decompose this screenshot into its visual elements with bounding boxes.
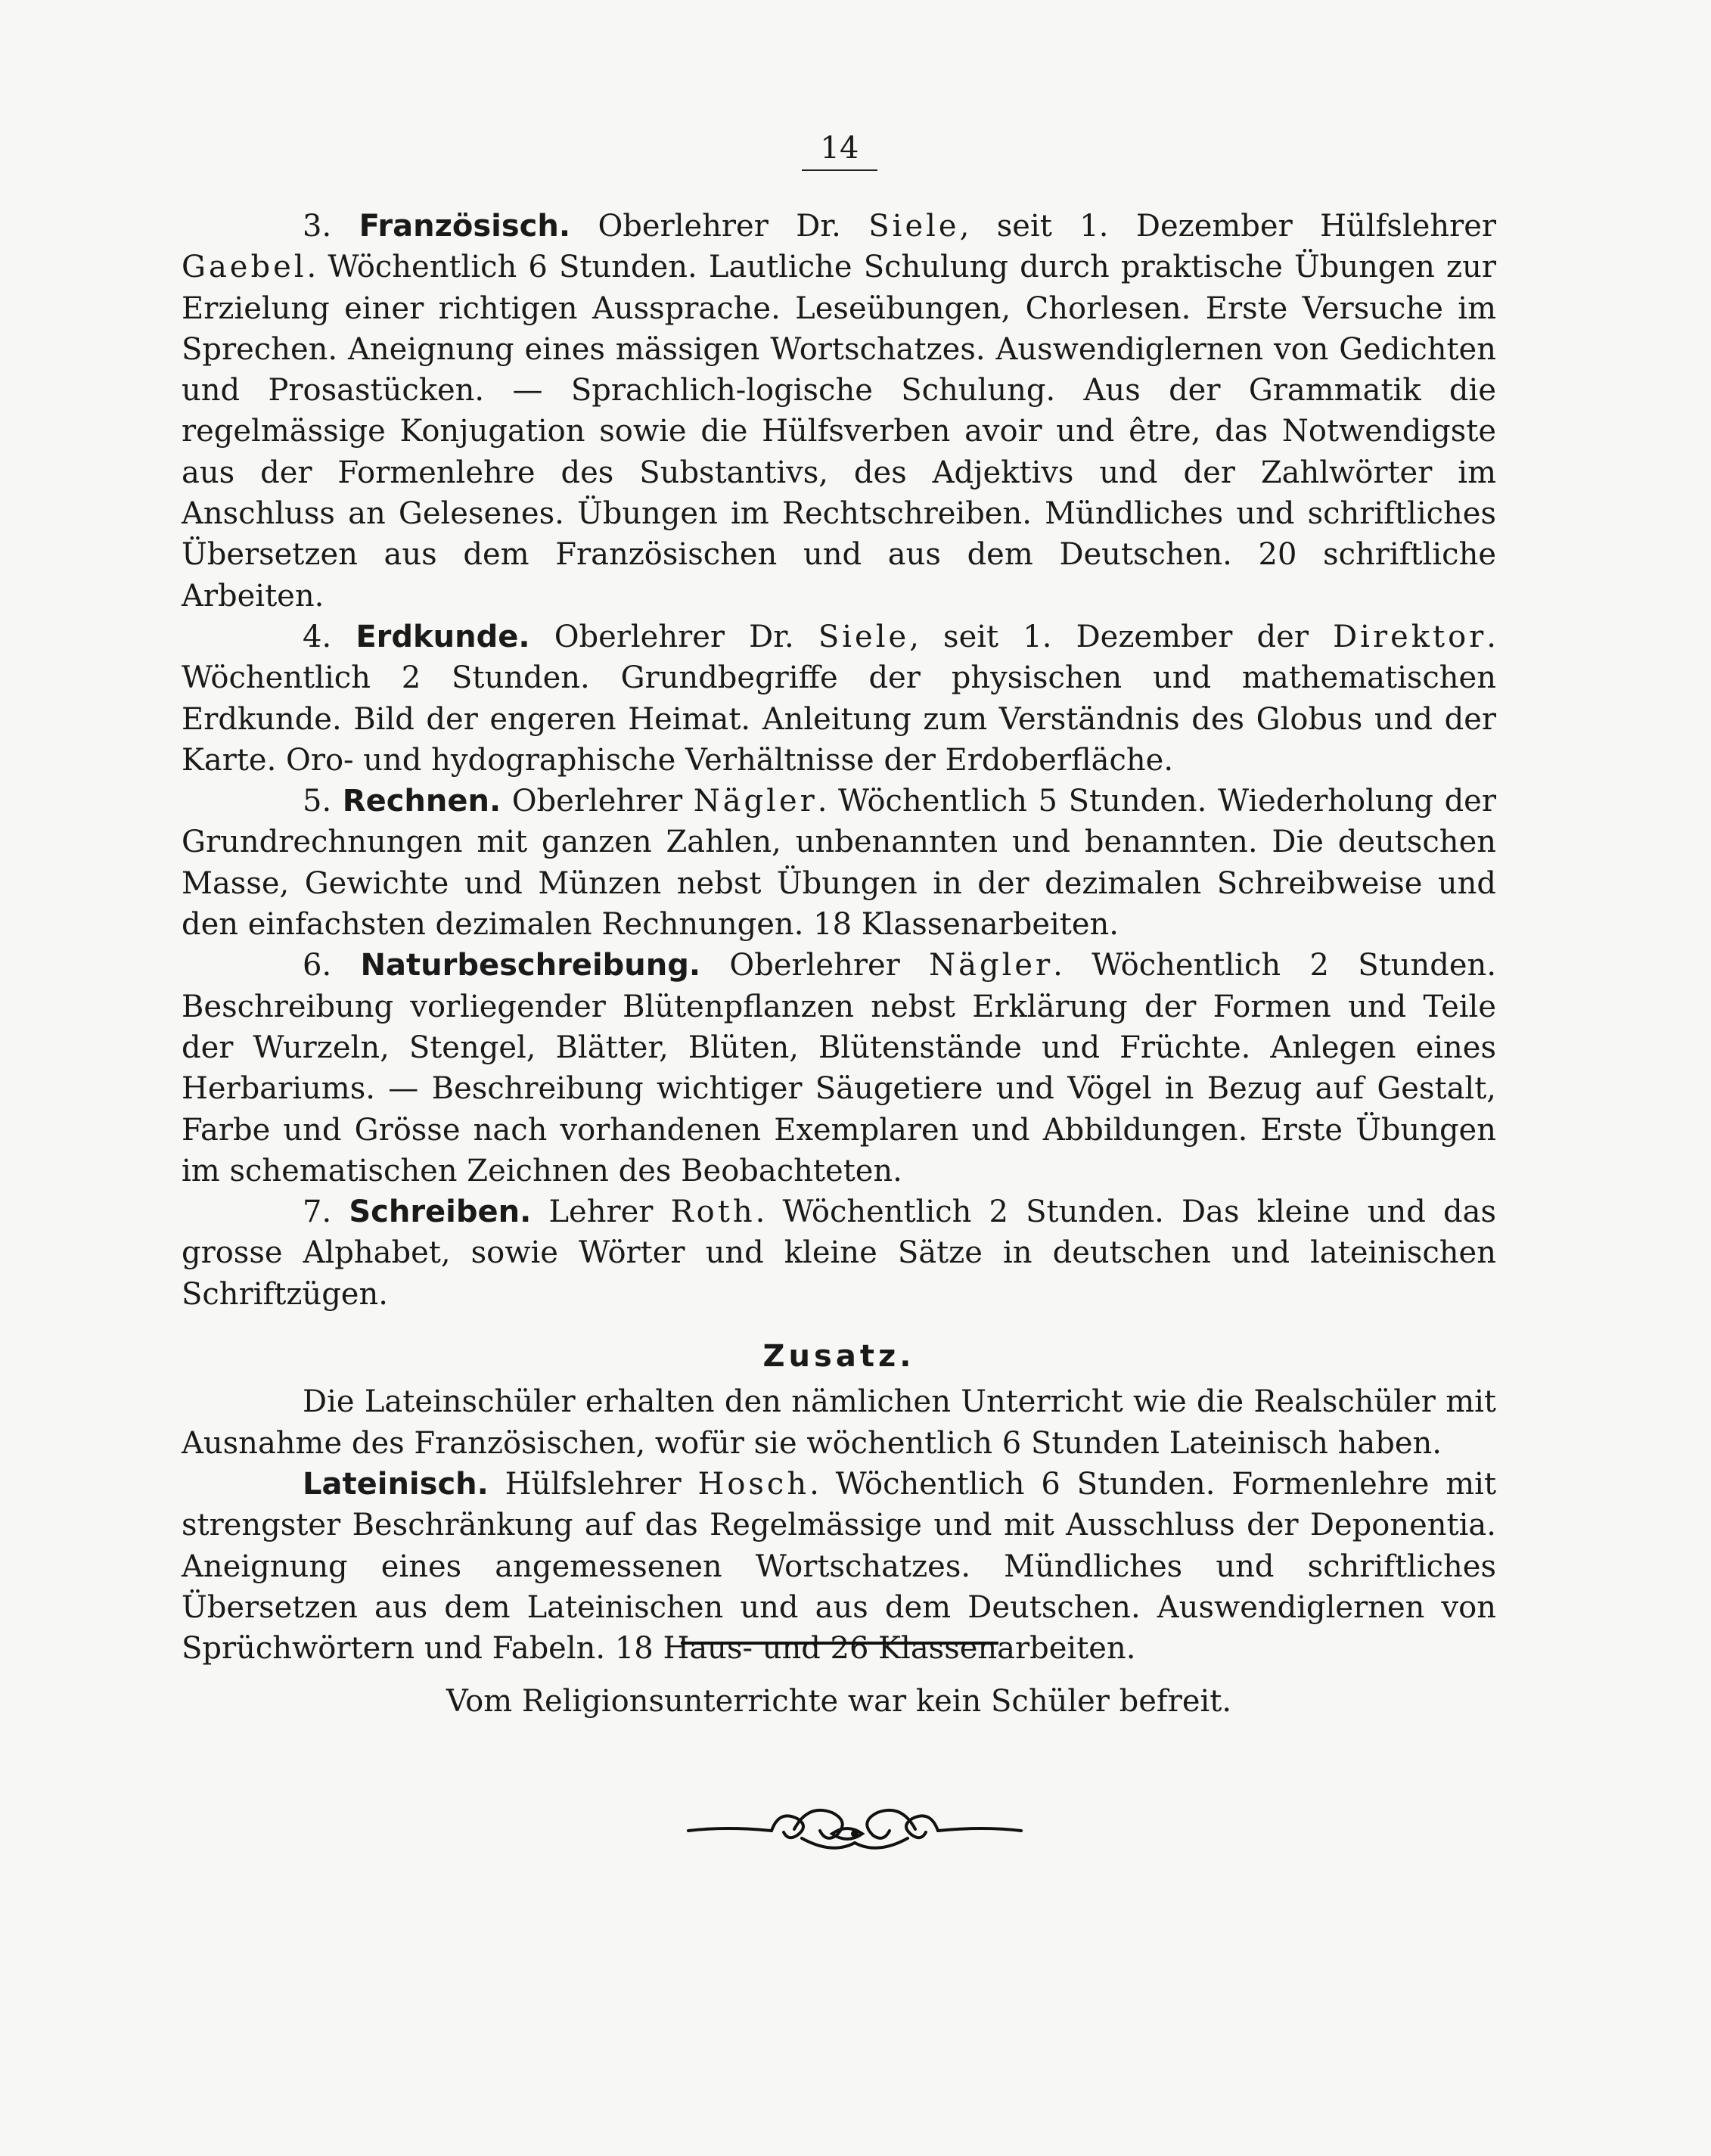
section-body: . Wöchentlich 2 Stunden. Grundbegriffe der physischen und mathematischen Erdkunde. Bild der engeren Heimat. Anleitung zum Verständnis des Globus und der Karte. Oro- und hydographische Verhältnisse der Erdoberfläche. bbox=[182, 619, 1496, 778]
section-body: . Wöchentlich 2 Stunden. Beschreibung vorliegender Blütenpflanzen nebst Erklärung der Formen und Teile der Wurzeln, Stengel, Blätter, Blüten, Blütenstände und Früchte. Anlegen eines Herbariums. — Beschreibung wichtiger Säugetiere und Vögel in Bezug auf Gestalt, Farbe und Grösse nach vorhandenen Exemplaren und Abbildungen. Erste Übungen im schematischen Zeichnen des Beobachteten. bbox=[182, 948, 1497, 1188]
section-rechnen bbox=[182, 781, 1496, 945]
section-body: . Wöchentlich 5 Stunden. Wiederholung der Grundrechnungen mit ganzen Zahlen, unbenannten und benannten. Die deutschen Masse, Gewichte und Münzen nebst Übungen in der dezimalen Schreibweise und den einfachsten dezimalen Rechnungen. 18 Klassenarbeiten. bbox=[182, 784, 1496, 943]
section-number: 4. bbox=[303, 619, 332, 654]
zusatz-intro: Die Lateinschüler erhalten den nämlichen Unterricht wie die Realschüler mit Ausnahme des Französischen, wofür sie wöchentlich 6 Stunden Lateinisch haben. bbox=[182, 1384, 1496, 1461]
teacher-prefix: Hülfslehrer bbox=[505, 1466, 682, 1502]
closing-note: Vom Religionsunterrichte war kein Schüler befreit. bbox=[446, 1684, 1232, 1719]
teacher-name: Siele bbox=[818, 619, 910, 654]
teacher-prefix: Oberlehrer Dr. bbox=[598, 209, 841, 244]
teacher-name: Hosch bbox=[697, 1466, 810, 1502]
section-number: 3. bbox=[303, 209, 332, 244]
body-text bbox=[182, 206, 1496, 1669]
flourish-ornament-icon bbox=[681, 1799, 1029, 1859]
teacher-name: Nägler bbox=[929, 948, 1054, 983]
page-number: 14 bbox=[802, 127, 877, 171]
section-lateinisch bbox=[182, 1464, 1496, 1669]
teacher-name: Siele bbox=[868, 209, 960, 244]
section-body: . Wöchentlich 6 Stunden. Formenlehre mit strengster Beschränkung auf das Regelmässige und mit Ausschluss der Deponentia. Aneignung eines angemessenen Wortschatzes. Mündliches und schriftliches Übersetzen aus dem Lateinischen und aus dem Deutschen. Auswendiglernen von Sprüchwörtern und Fabeln. 18 Haus- und 26 Klassenarbeiten. bbox=[182, 1466, 1497, 1667]
section-mid: , seit 1. Dezember Hülfslehrer bbox=[959, 209, 1497, 244]
section-number: 7. bbox=[303, 1194, 332, 1230]
section-subject: Schreiben. bbox=[349, 1194, 532, 1230]
teacher-prefix: Oberlehrer bbox=[511, 784, 683, 819]
teacher-name-2: Gaebel bbox=[182, 250, 307, 285]
zusatz-heading: Zusatz. bbox=[762, 1339, 915, 1375]
section-body: . Wöchentlich 2 Stunden. Das kleine und das grosse Alphabet, sowie Wörter und kleine Sätze in deutschen und lateinischen Schriftzügen. bbox=[182, 1194, 1496, 1312]
section-number: 6. bbox=[303, 948, 332, 983]
teacher-name: Roth bbox=[670, 1194, 756, 1230]
section-naturbeschreibung bbox=[182, 945, 1496, 1191]
teacher-prefix: Oberlehrer Dr. bbox=[554, 619, 794, 654]
teacher-name-2: Direktor bbox=[1333, 619, 1487, 654]
section-subject: Lateinisch. bbox=[303, 1466, 489, 1502]
section-subject: Französisch. bbox=[359, 209, 571, 244]
section-subject: Erdkunde. bbox=[356, 619, 530, 654]
section-franzoesisch bbox=[182, 206, 1496, 617]
separator-rule bbox=[681, 1642, 998, 1645]
section-erdkunde bbox=[182, 617, 1496, 781]
teacher-name: Nägler bbox=[693, 784, 818, 819]
section-number: 5. bbox=[303, 784, 332, 819]
section-body: . Wöchentlich 6 Stunden. Lautliche Schulung durch praktische Übungen zur Erzielung einer richtigen Aussprache. Leseübungen, Chorlesen. Erste Versuche im Sprechen. Aneignung eines mässigen Wortschatzes. Auswendiglernen von Gedichten und Prosastücken. — Sprachlich-logische Schulung. Aus der Grammatik die regelmässige Konjugation sowie die Hülfsverben avoir und être, das Notwendigste aus der Formenlehre des Substantivs, des Adjektivs und der Zahlwörter im Anschluss an Gelesenes. Übungen im Rechtschreiben. Mündliches und schriftliches Übersetzen aus dem Französischen und aus dem Deutschen. 20 schriftliche Arbeiten. bbox=[182, 250, 1496, 614]
teacher-prefix: Lehrer bbox=[548, 1194, 654, 1230]
section-schreiben bbox=[182, 1191, 1496, 1315]
teacher-prefix: Oberlehrer bbox=[729, 948, 900, 983]
section-mid: , seit 1. Dezember der bbox=[909, 619, 1309, 654]
section-subject: Naturbeschreibung. bbox=[360, 948, 701, 983]
section-subject: Rechnen. bbox=[342, 784, 502, 819]
